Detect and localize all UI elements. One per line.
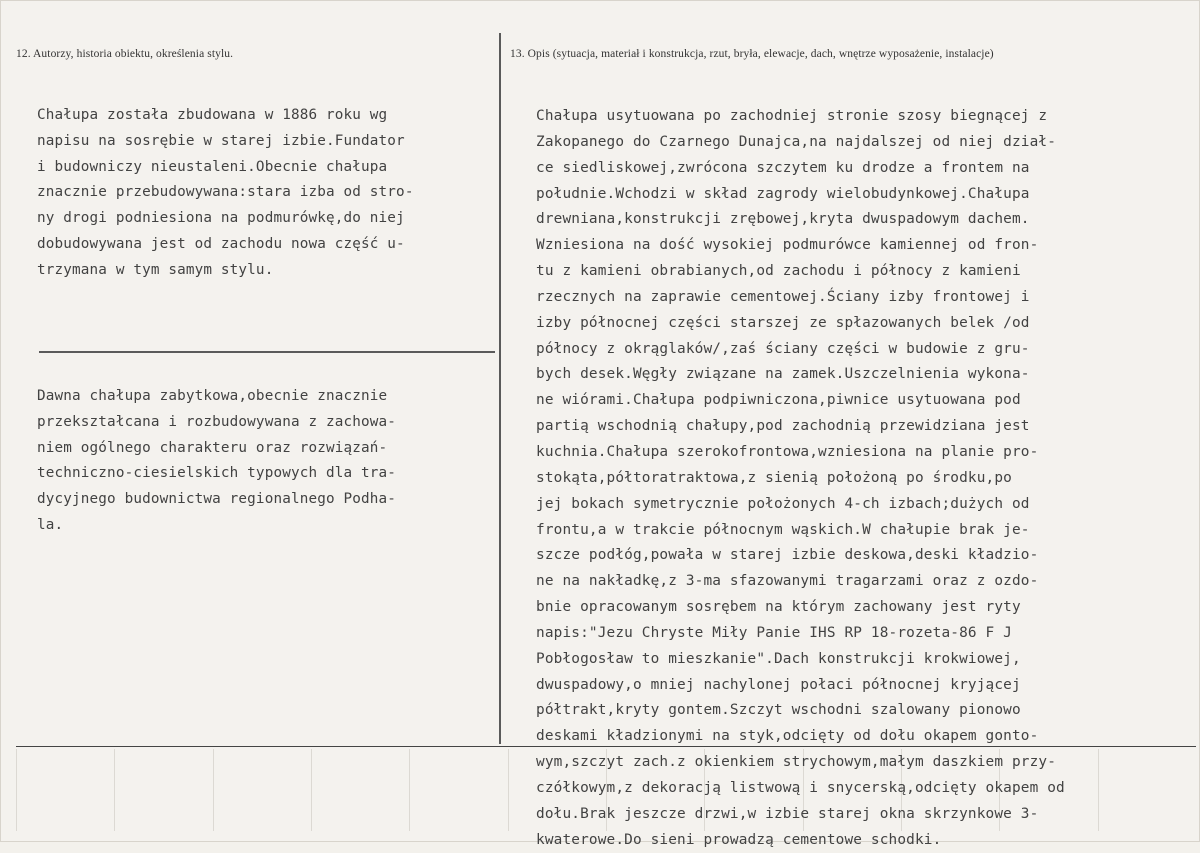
description-line: tu z kamieni obrabianych,od zachodu i północy z kamieni <box>536 263 1021 280</box>
description-line: północy z okrąglaków/,zaś ściany części w budowie z gru- <box>536 340 1030 357</box>
description-line: jej bokach symetrycznie położonych 4-ch izbach;dużych od <box>536 495 1030 512</box>
style-line: la. <box>37 516 64 533</box>
column-divider <box>499 33 501 744</box>
section-divider <box>39 351 495 353</box>
description-line: kwaterowe.Do sieni prowadzą cementowe schodki. <box>536 831 942 848</box>
style-text <box>37 384 396 539</box>
section-12-header: 12. Autorzy, historia obiektu, określenia stylu. <box>16 48 234 60</box>
description-line: Wzniesiona na dość wysokiej podmurówce kamiennej od fron- <box>536 237 1039 254</box>
description-line: deskami kładzionymi na styk,odcięty od dołu okapem gonto- <box>536 728 1039 745</box>
style-line: przekształcana i rozbudowywana z zachowa- <box>37 413 397 430</box>
history-line: napisu na sosrębie w starej izbie.Fundator <box>37 132 405 149</box>
description-line: stokąta,półtoratraktowa,z sienią położoną po środku,po <box>536 469 1012 486</box>
description-line: drewniana,konstrukcji zrębowej,kryta dwuspadowym dachem. <box>536 211 1030 228</box>
description-line: ne wiórami.Chałupa podpiwniczona,piwnice usytuowana pod <box>536 392 1021 409</box>
description-line: ce siedliskowej,zwrócona szczytem ku drodze a frontem na <box>536 159 1030 176</box>
description-line: napis:"Jezu Chryste Miły Panie IHS RP 18-rozeta-86 F J <box>536 624 1012 641</box>
history-text <box>37 103 414 284</box>
history-line: trzymana w tym samym stylu. <box>37 261 274 278</box>
description-line: rzecznych na zaprawie cementowej.Ściany izby frontowej i <box>536 288 1030 305</box>
description-line: partią wschodnią chałupy,pod zachodnią przewidziana jest <box>536 418 1030 435</box>
style-line: niem ogólnego charakteru oraz rozwiązań- <box>37 439 388 456</box>
history-line: znacznie przebudowywana:stara izba od stro- <box>37 184 414 201</box>
description-line: bnie opracowanym sosrębem na którym zachowany jest ryty <box>536 599 1021 616</box>
history-line: ny drogi podniesiona na podmurówkę,do niej <box>37 210 405 227</box>
history-line: i budowniczy nieustaleni.Obecnie chałupa <box>37 158 388 175</box>
description-line: czółkowym,z dekoracją listwową i snycerską,odcięty okapem od <box>536 779 1065 796</box>
description-line: szcze podłóg,powała w starej izbie deskowa,deski kładzio- <box>536 547 1039 564</box>
description-line: izby północnej części starszej ze spłazowanych belek /od <box>536 314 1030 331</box>
history-line: Chałupa została zbudowana w 1886 roku wg <box>37 107 388 123</box>
description-line: Pobłogosław to mieszkanie".Dach konstrukcji krokwiowej, <box>536 650 1021 667</box>
style-line: dycyjnego budownictwa regionalnego Podha- <box>37 491 397 508</box>
description-line: półtrakt,kryty gontem.Szczyt wschodni szalowany pionowo <box>536 702 1021 719</box>
description-text <box>536 104 1065 853</box>
description-line: kuchnia.Chałupa szerokofrontowa,wzniesiona na planie pro- <box>536 443 1039 460</box>
description-line: bych desek.Węgły związane na zamek.Uszczelnienia wykona- <box>536 366 1030 383</box>
description-line: wym,szczyt zach.z okienkiem strychowym,małym daszkiem przy- <box>536 754 1057 771</box>
style-line: techniczno-ciesielskich typowych dla tra- <box>37 465 397 482</box>
style-line: Dawna chałupa zabytkowa,obecnie znacznie <box>37 388 388 404</box>
description-line: ne na nakładkę,z 3-ma sfazowanymi tragarzami oraz z ozdo- <box>536 573 1039 590</box>
description-line: frontu,a w trakcie północnym wąskich.W chałupie brak je- <box>536 521 1030 538</box>
description-line: dwuspadowy,o mniej nachylonej połaci północnej kryjącej <box>536 676 1021 693</box>
description-line: Chałupa usytuowana po zachodniej stronie szosy biegnącej z <box>536 108 1048 124</box>
section-13-header: 13. Opis (sytuacja, materiał i konstrukcja, rzut, bryła, elewacje, dach, wnętrze wyposażenie, instalacje) <box>510 48 994 60</box>
description-line: południe.Wchodzi w skład zagrody wielobudynkowej.Chałupa <box>536 185 1030 202</box>
description-line: Zakopanego do Czarnego Dunajca,na najdalszej od niej dział- <box>536 133 1057 150</box>
history-line: dobudowywana jest od zachodu nowa część u- <box>37 235 405 252</box>
description-line: dołu.Brak jeszcze drzwi,w izbie starej okna skrzynkowe 3- <box>536 805 1039 822</box>
